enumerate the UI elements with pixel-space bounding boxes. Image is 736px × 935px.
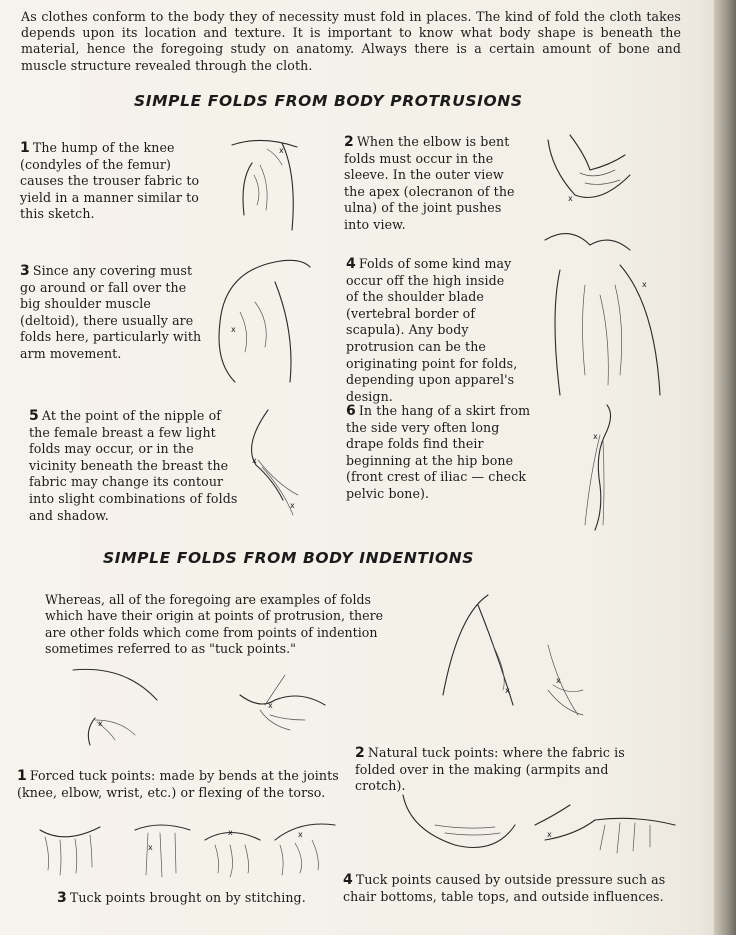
item-text: In the hang of a skirt from the side very often long drape folds find their beginning at the hip bone (front crest of iliac — check pelvic bone). <box>346 403 531 501</box>
item-text: When the elbow is bent folds must occur in the sleeve. In the outer view the apex (olecranon of the ulna) of the joint pushes into view. <box>344 134 515 232</box>
scapula-fold-sketch <box>530 225 670 400</box>
item-number: 5 <box>29 408 39 424</box>
protrusion-item-1 <box>20 140 208 223</box>
x-mark: x <box>642 280 647 289</box>
x-mark: x <box>593 432 598 441</box>
protrusion-item-5 <box>29 408 241 524</box>
item-number: 4 <box>343 872 353 888</box>
item-text: Tuck points caused by outside pressure such as chair bottoms, table tops, and outside influences. <box>343 872 666 904</box>
stitching-tuck-sketches <box>30 815 340 885</box>
item-number: 2 <box>344 134 354 150</box>
x-mark: x <box>279 146 284 155</box>
indention-item-3 <box>57 890 327 907</box>
x-mark: x <box>547 830 552 839</box>
item-text: Folds of some kind may occur off the high inside of the shoulder blade (vertebral border of scapula). Any body protrusion can be the originating point for folds, depending upon apparel's design. <box>346 256 518 404</box>
section-heading-protrusions: SIMPLE FOLDS FROM BODY PROTRUSIONS <box>134 92 523 110</box>
chair-pressure-tuck-sketch <box>395 785 685 880</box>
protrusion-item-3 <box>20 263 210 363</box>
indention-intro-paragraph: Whereas, all of the foregoing are examples of folds which have their origin at points of protrusion, there are other folds which come from points of indention sometimes referred to as "tuck points." <box>45 592 384 657</box>
wrist-tuck-sketch <box>230 670 335 745</box>
x-mark: x <box>505 686 510 695</box>
section-heading-indentions: SIMPLE FOLDS FROM BODY INDENTIONS <box>103 549 475 567</box>
intro-paragraph: As clothes conform to the body they of necessity must fold in places. The kind of fold the cloth takes depends upon its location and texture. It is important to know what body shape is beneath the material, hence the foregoing study on anatomy. Always there is a certain amount of bone and muscle structure revealed through the cloth. <box>21 9 681 73</box>
item-number: 1 <box>20 140 30 156</box>
x-mark: x <box>568 194 573 203</box>
item-number: 6 <box>346 403 356 419</box>
armpit-tuck-sketch <box>438 585 588 725</box>
x-mark: x <box>556 676 561 685</box>
knee-fold-sketch <box>222 135 322 235</box>
deltoid-fold-sketch <box>215 252 325 387</box>
item-number: 1 <box>17 768 27 784</box>
x-mark: x <box>98 719 103 728</box>
item-number: 2 <box>355 745 365 761</box>
elbow-fold-sketch <box>540 125 635 220</box>
x-mark: x <box>148 843 153 852</box>
x-mark: x <box>228 828 233 837</box>
item-text: Tuck points brought on by stitching. <box>69 890 306 905</box>
protrusion-item-2 <box>344 134 516 234</box>
x-mark: x <box>252 456 257 465</box>
item-number: 3 <box>57 890 67 906</box>
x-mark: x <box>298 830 303 839</box>
x-mark: x <box>231 325 236 334</box>
x-mark: x <box>268 701 273 710</box>
x-mark: x <box>290 501 295 510</box>
protrusion-item-4 <box>346 256 518 405</box>
indention-item-1 <box>17 768 362 801</box>
item-number: 3 <box>20 263 30 279</box>
item-number: 4 <box>346 256 356 272</box>
item-text: Forced tuck points: made by bends at the joints (knee, elbow, wrist, etc.) or flexing of the torso. <box>17 768 339 800</box>
breast-fold-sketch <box>238 405 313 525</box>
indention-item-4 <box>343 872 693 905</box>
book-binding-edge <box>714 0 736 935</box>
item-text: The hump of the knee (condyles of the femur) causes the trouser fabric to yield in a manner similar to this sketch. <box>20 140 200 222</box>
item-text: Natural tuck points: where the fabric is folded over in the making (armpits and crotch). <box>355 745 625 794</box>
skirt-hip-fold-sketch <box>545 395 630 535</box>
item-text: At the point of the nipple of the female breast a few light folds may occur, or in the vicinity beneath the breast the fabric may change its contour into slight combinations of folds and shadow. <box>29 408 238 523</box>
elbow-tuck-sketch <box>65 660 170 745</box>
item-text: Since any covering must go around or fall over the big shoulder muscle (deltoid), there usually are folds here, particularly with arm movement. <box>20 263 202 361</box>
protrusion-item-6 <box>346 403 536 503</box>
